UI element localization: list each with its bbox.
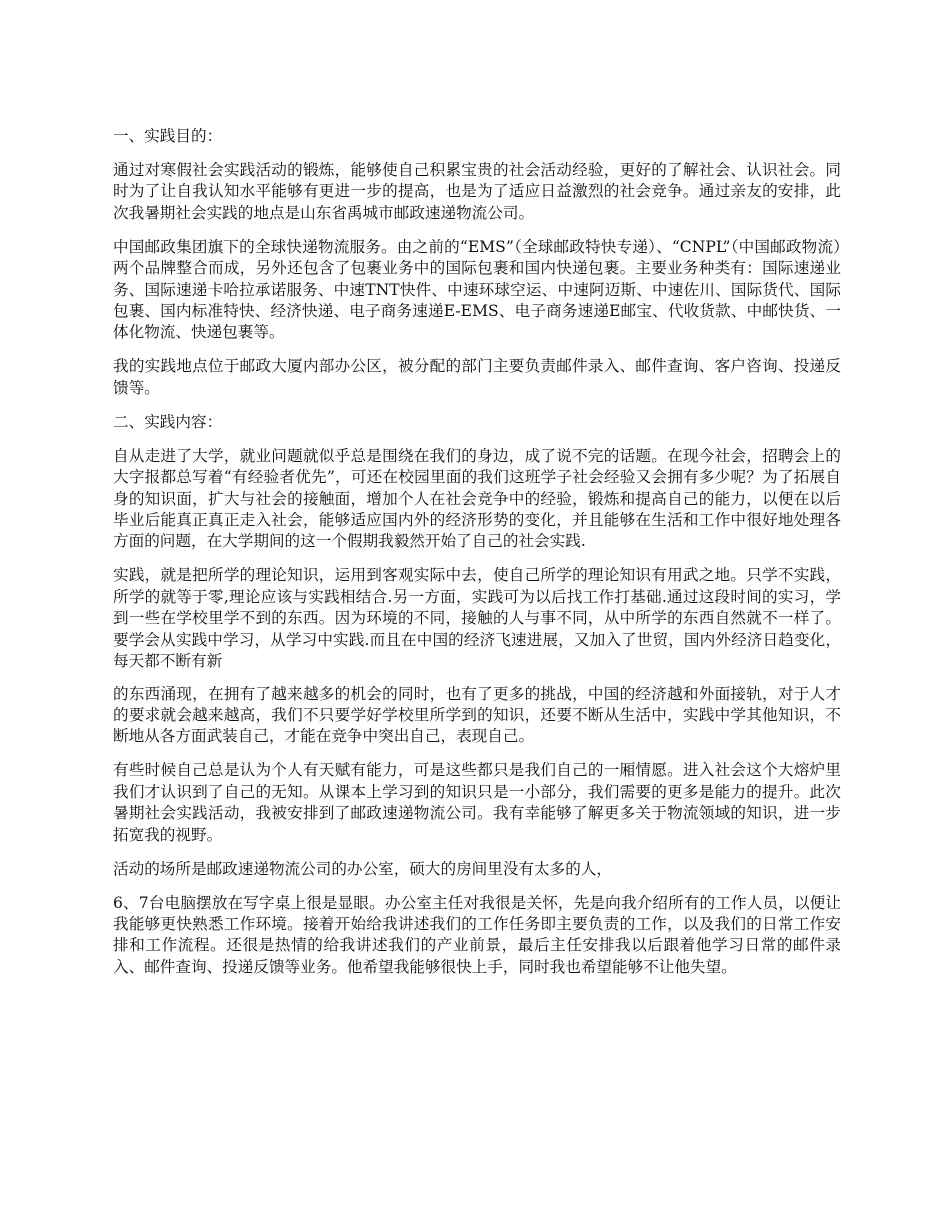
document-page (113, 126, 841, 991)
paragraph-company-services: 中国邮政集团旗下的全球快递物流服务。由之前的“EMS”（全球邮政特快专递）、“CNPL”（中国邮政物流）两个品牌整合而成，另外还包含了包裹业务中的国际包裹和国内快递包裹。主要业务种类有：国际速递业务、国际速递卡哈拉承诺服务、中速TNT快件、中速环球空运、中速阿迈斯、中速佐川、国际货代、国际包裹、国内标准特快、经济快递、电子商务速递E-EMS、电子商务速递E邮宝、代收货款、中邮快货、一体化物流、快递包裹等。 (113, 237, 841, 342)
section-heading-purpose: 一、实践目的： (113, 127, 223, 145)
paragraph-work-location: 我的实践地点位于邮政大厦内部办公区，被分配的部门主要负责邮件录入、邮件查询、客户咨询、投递反馈等。 (113, 357, 841, 397)
paragraph-employment: 自从走进了大学，就业问题就似乎总是围绕在我们的身边，成了说不完的话题。在现今社会，招聘会上的大字报都总写着“有经验者优先”，可还在校园里面的我们这班学子社会经验又会拥有多少呢？为了拓展自身的知识面，扩大与社会的接触面，增加个人在社会竞争中的经验，锻炼和提高自己的能力，以便在以后毕业后能真正真正走入社会，能够适应国内外的经济形势的变化，并且能够在生活和工作中很好地处理各方面的问题，在大学期间的这一个假期我毅然开始了自己的社会实践. (113, 446, 841, 551)
paragraph-challenges: 的东西涌现，在拥有了越来越多的机会的同时，也有了更多的挑战，中国的经济越和外面接轨，对于人才的要求就会越来越高，我们不只要学好学校里所学到的知识，还要不断从生活中，实践中学其他知识，不断地从各方面武装自己，才能在竞争中突出自己，表现自己。 (113, 684, 841, 746)
paragraph-office-place: 活动的场所是邮政速递物流公司的办公室，硕大的房间里没有太多的人， (113, 859, 613, 878)
paragraph-purpose-intro: 通过对寒假社会实践活动的锻炼，能够使自己积累宝贵的社会活动经验，更好的了解社会、认识社会。同时为了让自我认知水平能够有更进一步的提高，也是为了适应日益激烈的社会竞争。通过亲友的安排，此次我暑期社会实践的地点是山东省禹城市邮政速递物流公司。 (113, 161, 841, 222)
paragraph-self-awareness: 有些时候自己总是认为个人有天赋有能力，可是这些都只是我们自己的一厢情愿。进入社会这个大熔炉里我们才认识到了自己的无知。从课本上学习到的知识只是一小部分，我们需要的更多是能力的提升。此次暑期社会实践活动，我被安排到了邮政速递物流公司。我有幸能够了解更多关于物流领域的知识，进一步拓宽我的视野。 (113, 761, 841, 844)
section-heading-content: 二、实践内容： (113, 412, 223, 431)
paragraph-office-intro: 6、7台电脑摆放在写字桌上很是显眼。办公室主任对我很是关怀，先是向我介绍所有的工作人员，以便让我能够更快熟悉工作环境。接着开始给我讲述我们的工作任务即主要负责的工作，以及我们的日常工作安排和工作流程。还很是热情的给我讲述我们的产业前景，最后主任安排我以后跟着他学习日常的邮件录入、邮件查询、投递反馈等业务。他希望我能够很快上手，同时我也希望能够不让他失望。 (113, 893, 841, 976)
paragraph-practice-meaning: 实践，就是把所学的理论知识，运用到客观实际中去，使自己所学的理论知识有用武之地。只学不实践，所学的就等于零,理论应该与实践相结合.另一方面，实践可为以后找工作打基础.通过这段时间的实习，学到一些在学校里学不到的东西。因为环境的不同，接触的人与事不同，从中所学的东西自然就不一样了。要学会从实践中学习，从学习中实践.而且在中国的经济飞速进展，又加入了世贸，国内外经济日趋变化，每天都不断有新 (113, 566, 841, 671)
